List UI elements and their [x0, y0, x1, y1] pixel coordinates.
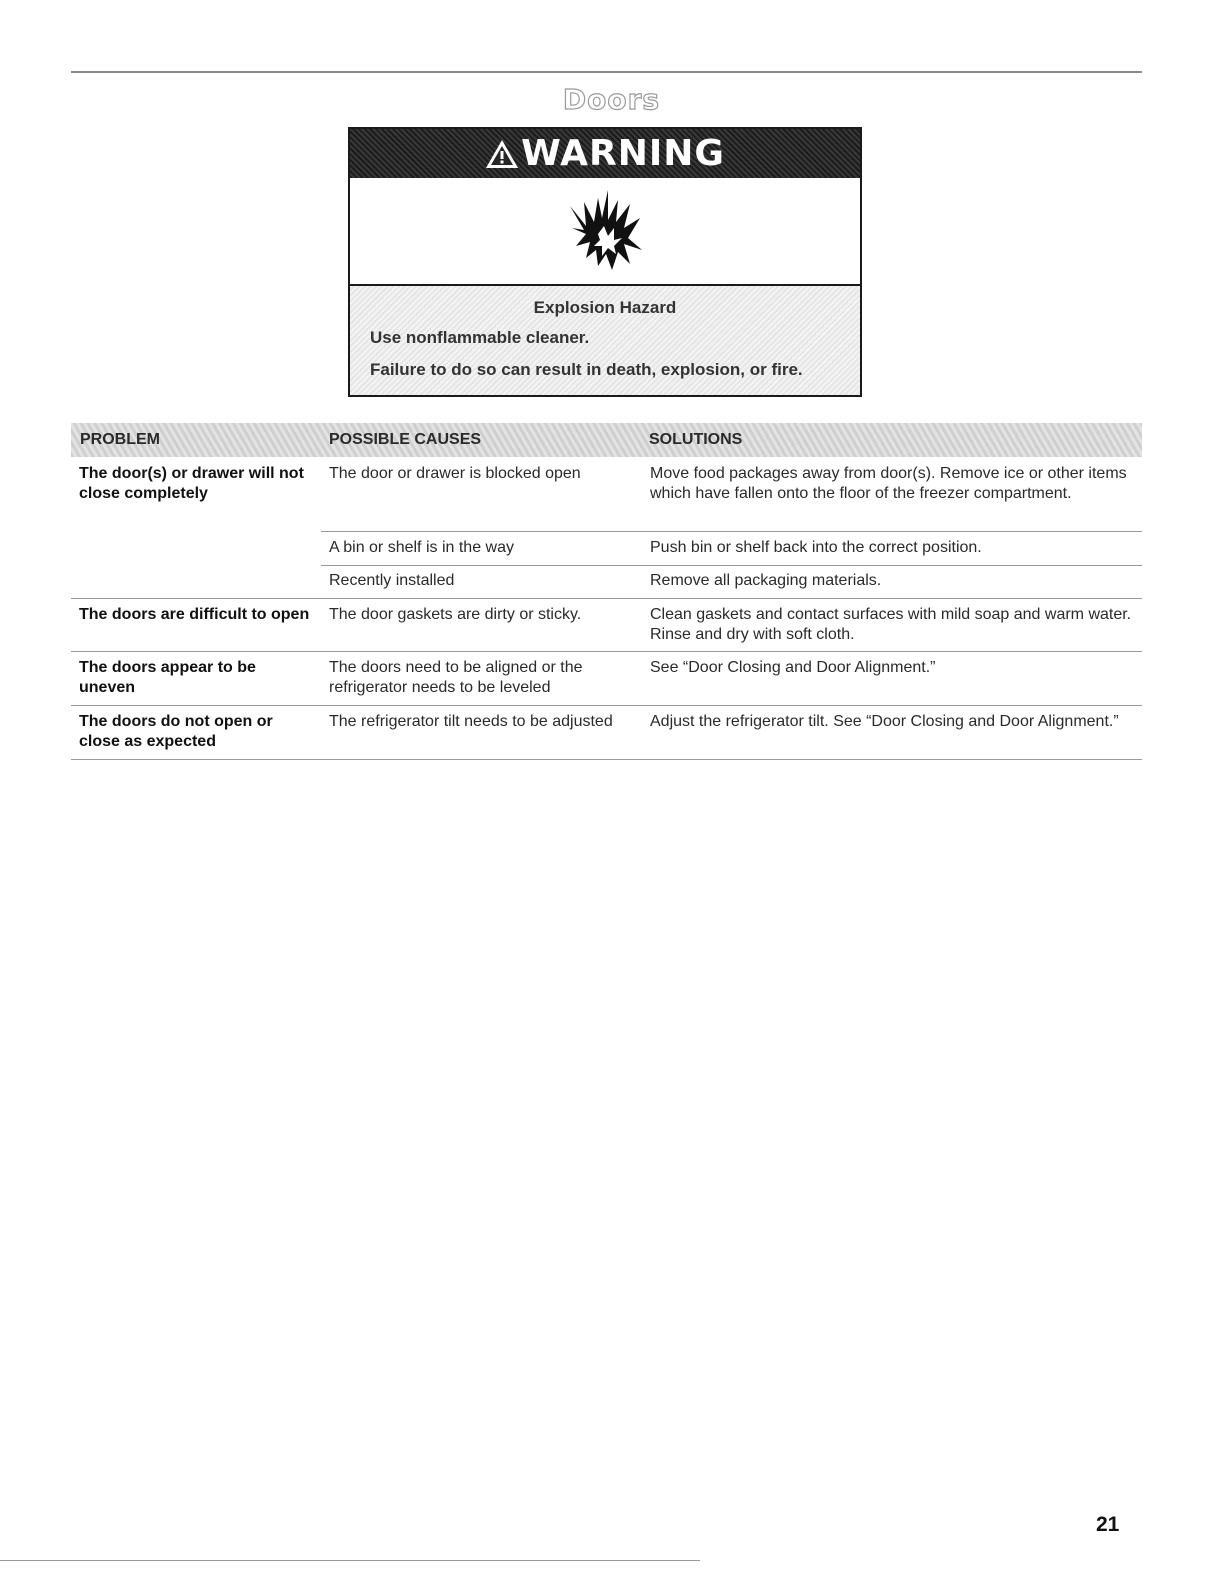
problem-cell: The doors appear to be uneven	[79, 659, 256, 696]
cause-cell: The door or drawer is blocked open	[329, 465, 581, 482]
hazard-title: Explosion Hazard	[533, 298, 677, 317]
cause-cell: The refrigerator tilt needs to be adjusted	[329, 713, 613, 730]
problem-cell: The door(s) or drawer will not close completely	[79, 465, 304, 502]
solution-cell: Clean gaskets and contact surfaces with mild soap and warm water. Rinse and dry with soft cloth.	[650, 606, 1132, 643]
header-problem: PROBLEM	[80, 431, 160, 448]
solution-cell: Adjust the refrigerator tilt. See “Door Closing and Door Alignment.”	[650, 713, 1119, 730]
header-causes: POSSIBLE CAUSES	[329, 431, 482, 448]
warning-label: WARNING	[521, 133, 725, 174]
alert-triangle-icon	[485, 138, 519, 170]
cause-cell: Recently installed	[329, 572, 455, 589]
row-divider	[321, 531, 1142, 532]
solution-cell: Push bin or shelf back into the correct position.	[650, 539, 982, 556]
section-title: Doors	[562, 83, 661, 116]
page-number: 21	[1096, 1513, 1120, 1536]
solution-cell: Move food packages away from door(s). Remove ice or other items which have fallen onto the floor of the freezer compartment.	[650, 465, 1127, 502]
solution-cell: See “Door Closing and Door Alignment.”	[650, 659, 936, 676]
hazard-instruction: Use nonflammable cleaner.	[370, 328, 590, 347]
table-bottom-rule	[71, 759, 1142, 760]
cause-cell: The door gaskets are dirty or sticky.	[329, 606, 582, 623]
row-divider	[321, 565, 1142, 566]
hazard-consequence: Failure to do so can result in death, explosion, or fire.	[370, 360, 803, 379]
explosion-icon	[568, 188, 644, 272]
header-solutions: SOLUTIONS	[649, 431, 743, 448]
hazard-text-area	[350, 286, 860, 395]
table-header	[71, 423, 1142, 457]
bottom-rule	[0, 1560, 700, 1561]
problem-cell: The doors do not open or close as expected	[79, 713, 273, 750]
solution-cell: Remove all packaging materials.	[650, 572, 882, 589]
row-divider	[71, 705, 1142, 706]
row-divider	[71, 651, 1142, 652]
problem-cell: The doors are difficult to open	[79, 606, 310, 623]
warning-header	[350, 129, 860, 178]
top-rule	[71, 71, 1142, 73]
hazard-symbol-area	[350, 178, 860, 286]
cause-cell: The doors need to be aligned or the refrigerator needs to be leveled	[329, 659, 583, 696]
warning-box	[348, 127, 862, 397]
row-divider	[71, 598, 1142, 599]
cause-cell: A bin or shelf is in the way	[329, 539, 514, 556]
